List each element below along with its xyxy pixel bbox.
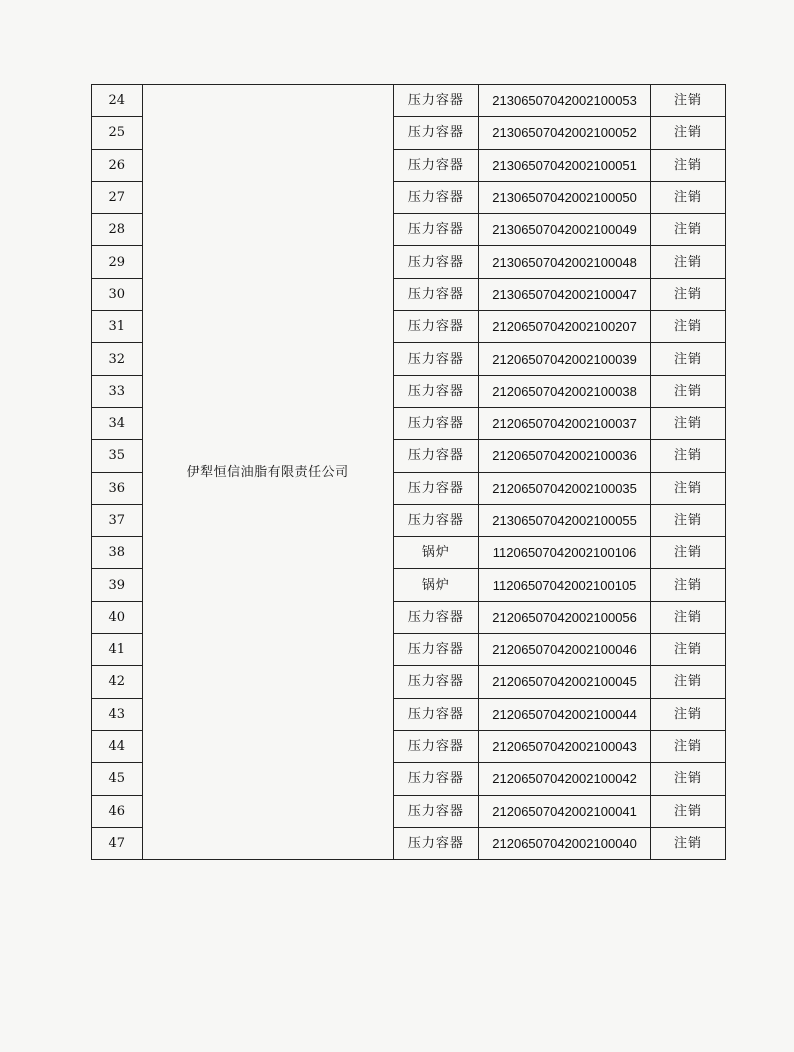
equipment-type: 锅炉 [393,569,478,601]
row-number: 38 [92,537,143,569]
status-cell: 注销 [651,537,726,569]
row-number: 26 [92,149,143,181]
status-cell: 注销 [651,149,726,181]
equipment-type: 压力容器 [393,278,478,310]
equipment-type: 压力容器 [393,666,478,698]
equipment-type: 压力容器 [393,149,478,181]
status-cell: 注销 [651,504,726,536]
status-cell: 注销 [651,343,726,375]
equipment-type: 压力容器 [393,472,478,504]
equipment-registry-table [91,84,726,860]
status-cell: 注销 [651,407,726,439]
registry-table-body [92,85,726,860]
row-number: 24 [92,85,143,117]
table-row [92,85,726,117]
equipment-type: 锅炉 [393,537,478,569]
row-number: 29 [92,246,143,278]
equipment-type: 压力容器 [393,85,478,117]
status-cell: 注销 [651,763,726,795]
company-name-cell: 伊犁恒信油脂有限责任公司 [142,85,393,860]
registration-code: 21206507042002100207 [479,311,651,343]
status-cell: 注销 [651,730,726,762]
status-cell: 注销 [651,181,726,213]
status-cell: 注销 [651,278,726,310]
registration-code: 11206507042002100106 [479,537,651,569]
equipment-type: 压力容器 [393,601,478,633]
status-cell: 注销 [651,85,726,117]
status-cell: 注销 [651,601,726,633]
equipment-type: 压力容器 [393,181,478,213]
row-number: 30 [92,278,143,310]
equipment-type: 压力容器 [393,214,478,246]
row-number: 32 [92,343,143,375]
status-cell: 注销 [651,311,726,343]
equipment-type: 压力容器 [393,407,478,439]
registration-code: 21206507042002100045 [479,666,651,698]
equipment-type: 压力容器 [393,117,478,149]
registration-code: 21206507042002100043 [479,730,651,762]
equipment-type: 压力容器 [393,246,478,278]
row-number: 47 [92,827,143,859]
status-cell: 注销 [651,634,726,666]
status-cell: 注销 [651,666,726,698]
registration-code: 21306507042002100053 [479,85,651,117]
registration-code: 21306507042002100048 [479,246,651,278]
registration-code: 21206507042002100044 [479,698,651,730]
registration-code: 21206507042002100056 [479,601,651,633]
equipment-type: 压力容器 [393,730,478,762]
row-number: 35 [92,440,143,472]
registration-code: 21306507042002100050 [479,181,651,213]
registration-code: 21306507042002100055 [479,504,651,536]
registration-code: 21206507042002100040 [479,827,651,859]
equipment-type: 压力容器 [393,634,478,666]
row-number: 37 [92,504,143,536]
registration-code: 21206507042002100046 [479,634,651,666]
registration-code: 11206507042002100105 [479,569,651,601]
status-cell: 注销 [651,472,726,504]
registration-code: 21306507042002100047 [479,278,651,310]
row-number: 42 [92,666,143,698]
equipment-type: 压力容器 [393,763,478,795]
status-cell: 注销 [651,440,726,472]
status-cell: 注销 [651,117,726,149]
status-cell: 注销 [651,698,726,730]
equipment-type: 压力容器 [393,698,478,730]
registration-code: 21206507042002100041 [479,795,651,827]
row-number: 43 [92,698,143,730]
equipment-type: 压力容器 [393,440,478,472]
row-number: 34 [92,407,143,439]
row-number: 44 [92,730,143,762]
row-number: 33 [92,375,143,407]
registration-code: 21306507042002100049 [479,214,651,246]
registration-code: 21206507042002100035 [479,472,651,504]
registration-code: 21206507042002100039 [479,343,651,375]
row-number: 41 [92,634,143,666]
equipment-type: 压力容器 [393,343,478,375]
row-number: 31 [92,311,143,343]
row-number: 39 [92,569,143,601]
status-cell: 注销 [651,795,726,827]
row-number: 45 [92,763,143,795]
row-number: 25 [92,117,143,149]
status-cell: 注销 [651,569,726,601]
equipment-type: 压力容器 [393,504,478,536]
row-number: 27 [92,181,143,213]
status-cell: 注销 [651,827,726,859]
row-number: 40 [92,601,143,633]
row-number: 46 [92,795,143,827]
registration-code: 21206507042002100036 [479,440,651,472]
row-number: 28 [92,214,143,246]
status-cell: 注销 [651,214,726,246]
status-cell: 注销 [651,375,726,407]
status-cell: 注销 [651,246,726,278]
row-number: 36 [92,472,143,504]
equipment-type: 压力容器 [393,795,478,827]
registration-code: 21206507042002100037 [479,407,651,439]
equipment-type: 压力容器 [393,827,478,859]
registration-code: 21306507042002100051 [479,149,651,181]
equipment-type: 压力容器 [393,311,478,343]
registration-code: 21206507042002100042 [479,763,651,795]
equipment-type: 压力容器 [393,375,478,407]
registration-code: 21306507042002100052 [479,117,651,149]
registration-code: 21206507042002100038 [479,375,651,407]
